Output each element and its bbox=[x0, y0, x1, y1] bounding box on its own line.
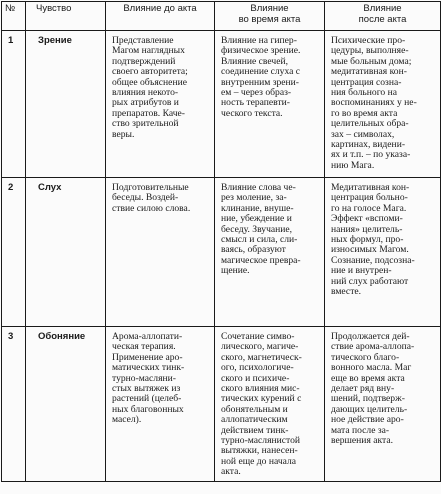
header-sense: Чувство bbox=[26, 2, 106, 31]
row-sense: Обоняние bbox=[26, 327, 106, 482]
cell-before-act: Арома-аллопати- ческая терапия. Применение аро- матических тинк- турно-масляни- стых вытяжек из растений (целеб- ных благовонных масел). bbox=[106, 327, 215, 482]
table-row-sight bbox=[2, 31, 441, 178]
row-sense: Зрение bbox=[26, 31, 106, 178]
header-during-act: Влияние во время акта bbox=[215, 2, 325, 31]
cell-before-act: Подготовительные беседы. Воздей- ствие силою слова. bbox=[106, 178, 215, 327]
row-number: 1 bbox=[2, 31, 26, 178]
table-row-hearing bbox=[2, 178, 441, 327]
senses-influence-table bbox=[1, 1, 441, 482]
row-number: 2 bbox=[2, 178, 26, 327]
cell-before-act: Представление Магом наглядных подтверждений своего авторитета; общее объяснение влияния некото- рых атрибутов и препаратов. Каче- ство зрительной веры. bbox=[106, 31, 215, 178]
cell-after-act: Психические про- цедуры, выполняе- мые больным дома; медитативная кон- центрация созна- ния больного на воспоминаниях у не- го во время акта целительных обра- зах – символах, картинах, видени- ях и т.п. – по указа- нию Мага. bbox=[325, 31, 441, 178]
cell-during-act: Влияние на гипер- физическое зрение. Влияние свечей, соединение слуха с внутренним зрени- ем – через образ- ность терапевти- ческого текста. bbox=[215, 31, 325, 178]
row-sense: Слух bbox=[26, 178, 106, 327]
header-before-act: Влияние до акта bbox=[106, 2, 215, 31]
header-number: № bbox=[2, 2, 26, 31]
header-after-act: Влияние после акта bbox=[325, 2, 441, 31]
row-number: 3 bbox=[2, 327, 26, 482]
cell-during-act: Влияние слова че- рез моление, за- клинание, внуше- ние, убеждение и беседу. Звучание, смысл и сила, сли- ваясь, образуют магическое превра- щение. bbox=[215, 178, 325, 327]
cell-after-act: Медитативная кон- центрация больно- го на голосе Мага. Эффект «вспоми- нания» целитель- ных формул, про- износимых Магом. Сознание, подсозна- ние и внутрен- ний слух работают вместе. bbox=[325, 178, 441, 327]
cell-during-act: Сочетание симво- лического, магиче- ского, магнетическ- ого, психологиче- ского и психиче- ского влияния мис- тических курений с обонятельным и аллопатическим действием тинк- турно-маслянистой вытяжки, нанесен- ной еще до начала акта. bbox=[215, 327, 325, 482]
table-row-smell bbox=[2, 327, 441, 482]
table-header-row bbox=[2, 2, 441, 31]
cell-after-act: Продолжается дей- ствие арома-аллопа- тического благо- вонного масла. Маг еще во время акта делает ряд вну- шений, подтверж- дающих целитель- ное действие аро- мата после за- вершения акта. bbox=[325, 327, 441, 482]
